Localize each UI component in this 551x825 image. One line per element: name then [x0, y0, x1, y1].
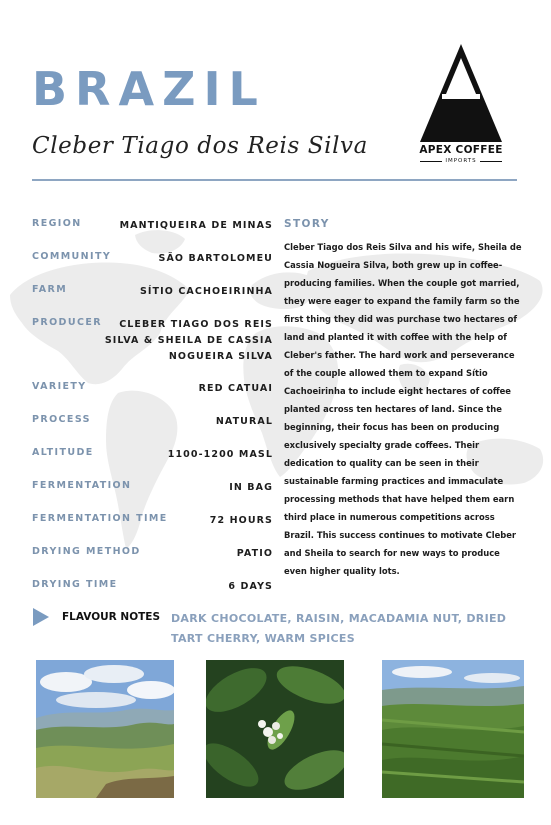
photo-mountain-landscape — [36, 660, 174, 798]
detail-value: SÍTIO CACHOEIRINHA — [139, 286, 273, 297]
logo-rule-right — [480, 161, 502, 162]
detail-value: 72 HOURS — [209, 515, 273, 526]
detail-value: NATURAL — [215, 416, 273, 427]
photo-coffee-farm — [382, 660, 524, 798]
header-divider — [32, 179, 517, 181]
detail-label: COMMUNITY — [32, 251, 112, 262]
detail-label: FERMENTATION TIME — [32, 513, 168, 524]
photo-coffee-flowers — [206, 660, 344, 798]
detail-label: FARM — [32, 284, 68, 295]
story-heading: STORY — [284, 218, 330, 230]
detail-label: PRODUCER — [32, 317, 102, 328]
country-title: BRAZIL — [32, 62, 266, 116]
apex-triangle-icon — [412, 42, 510, 142]
detail-value: 6 DAYS — [228, 581, 273, 592]
detail-label: DRYING METHOD — [32, 546, 141, 557]
producer-name-title: Cleber Tiago dos Reis Silva — [32, 133, 368, 159]
logo-text-apex-coffee: APEX COFFEE — [419, 144, 503, 156]
detail-value: 1100-1200 MASL — [167, 449, 273, 460]
detail-value: MANTIQUEIRA DE MINAS — [119, 220, 273, 231]
detail-label: PROCESS — [32, 414, 91, 425]
logo-text-imports: IMPORTS — [445, 158, 477, 164]
detail-value: CLEBER TIAGO DOS REIS SILVA & SHEILA DE CASSIA NOGUEIRA SILVA — [104, 319, 273, 362]
detail-label: ALTITUDE — [32, 447, 94, 458]
story-text: Cleber Tiago dos Reis Silva and his wife, Sheila de Cassia Nogueira Silva, both grew up in coffee-producing families. When the couple got married, they were eager to expand the family farm so the first thing they did was purchase two hectares of land and planted it with coffee with the help of Cleber's father. The hard work and perseverance of the couple allowed them to expand Sítio Cachoeirinha to include eight hectares of coffee planted across ten hectares of land. Since the beginning, their focus has been on producing exclusively specialty grade coffees. Their dedication to quality can be seen in their sustainable farming practices and immaculate processing methods that have helped them earn third place in numerous competitions across Brazil. This success continues to motivate Cleber and Sheila to search for new ways to produce even higher quality lots. — [284, 242, 522, 576]
detail-value: PATIO — [236, 548, 273, 559]
flavour-notes-text: DARK CHOCOLATE, RAISIN, MACADAMIA NUT, DRIED TART CHERRY, WARM SPICES — [171, 612, 507, 645]
detail-label: VARIETY — [32, 381, 87, 392]
play-triangle-icon — [33, 608, 49, 626]
apex-coffee-logo — [412, 42, 510, 167]
detail-label: DRYING TIME — [32, 579, 118, 590]
detail-value: IN BAG — [229, 482, 273, 493]
detail-value: RED CATUAI — [198, 383, 273, 394]
flavour-notes-label: FLAVOUR NOTES — [62, 611, 161, 623]
detail-label: REGION — [32, 218, 82, 229]
detail-label: FERMENTATION — [32, 480, 132, 491]
detail-value: SÃO BARTOLOMEU — [158, 253, 273, 264]
